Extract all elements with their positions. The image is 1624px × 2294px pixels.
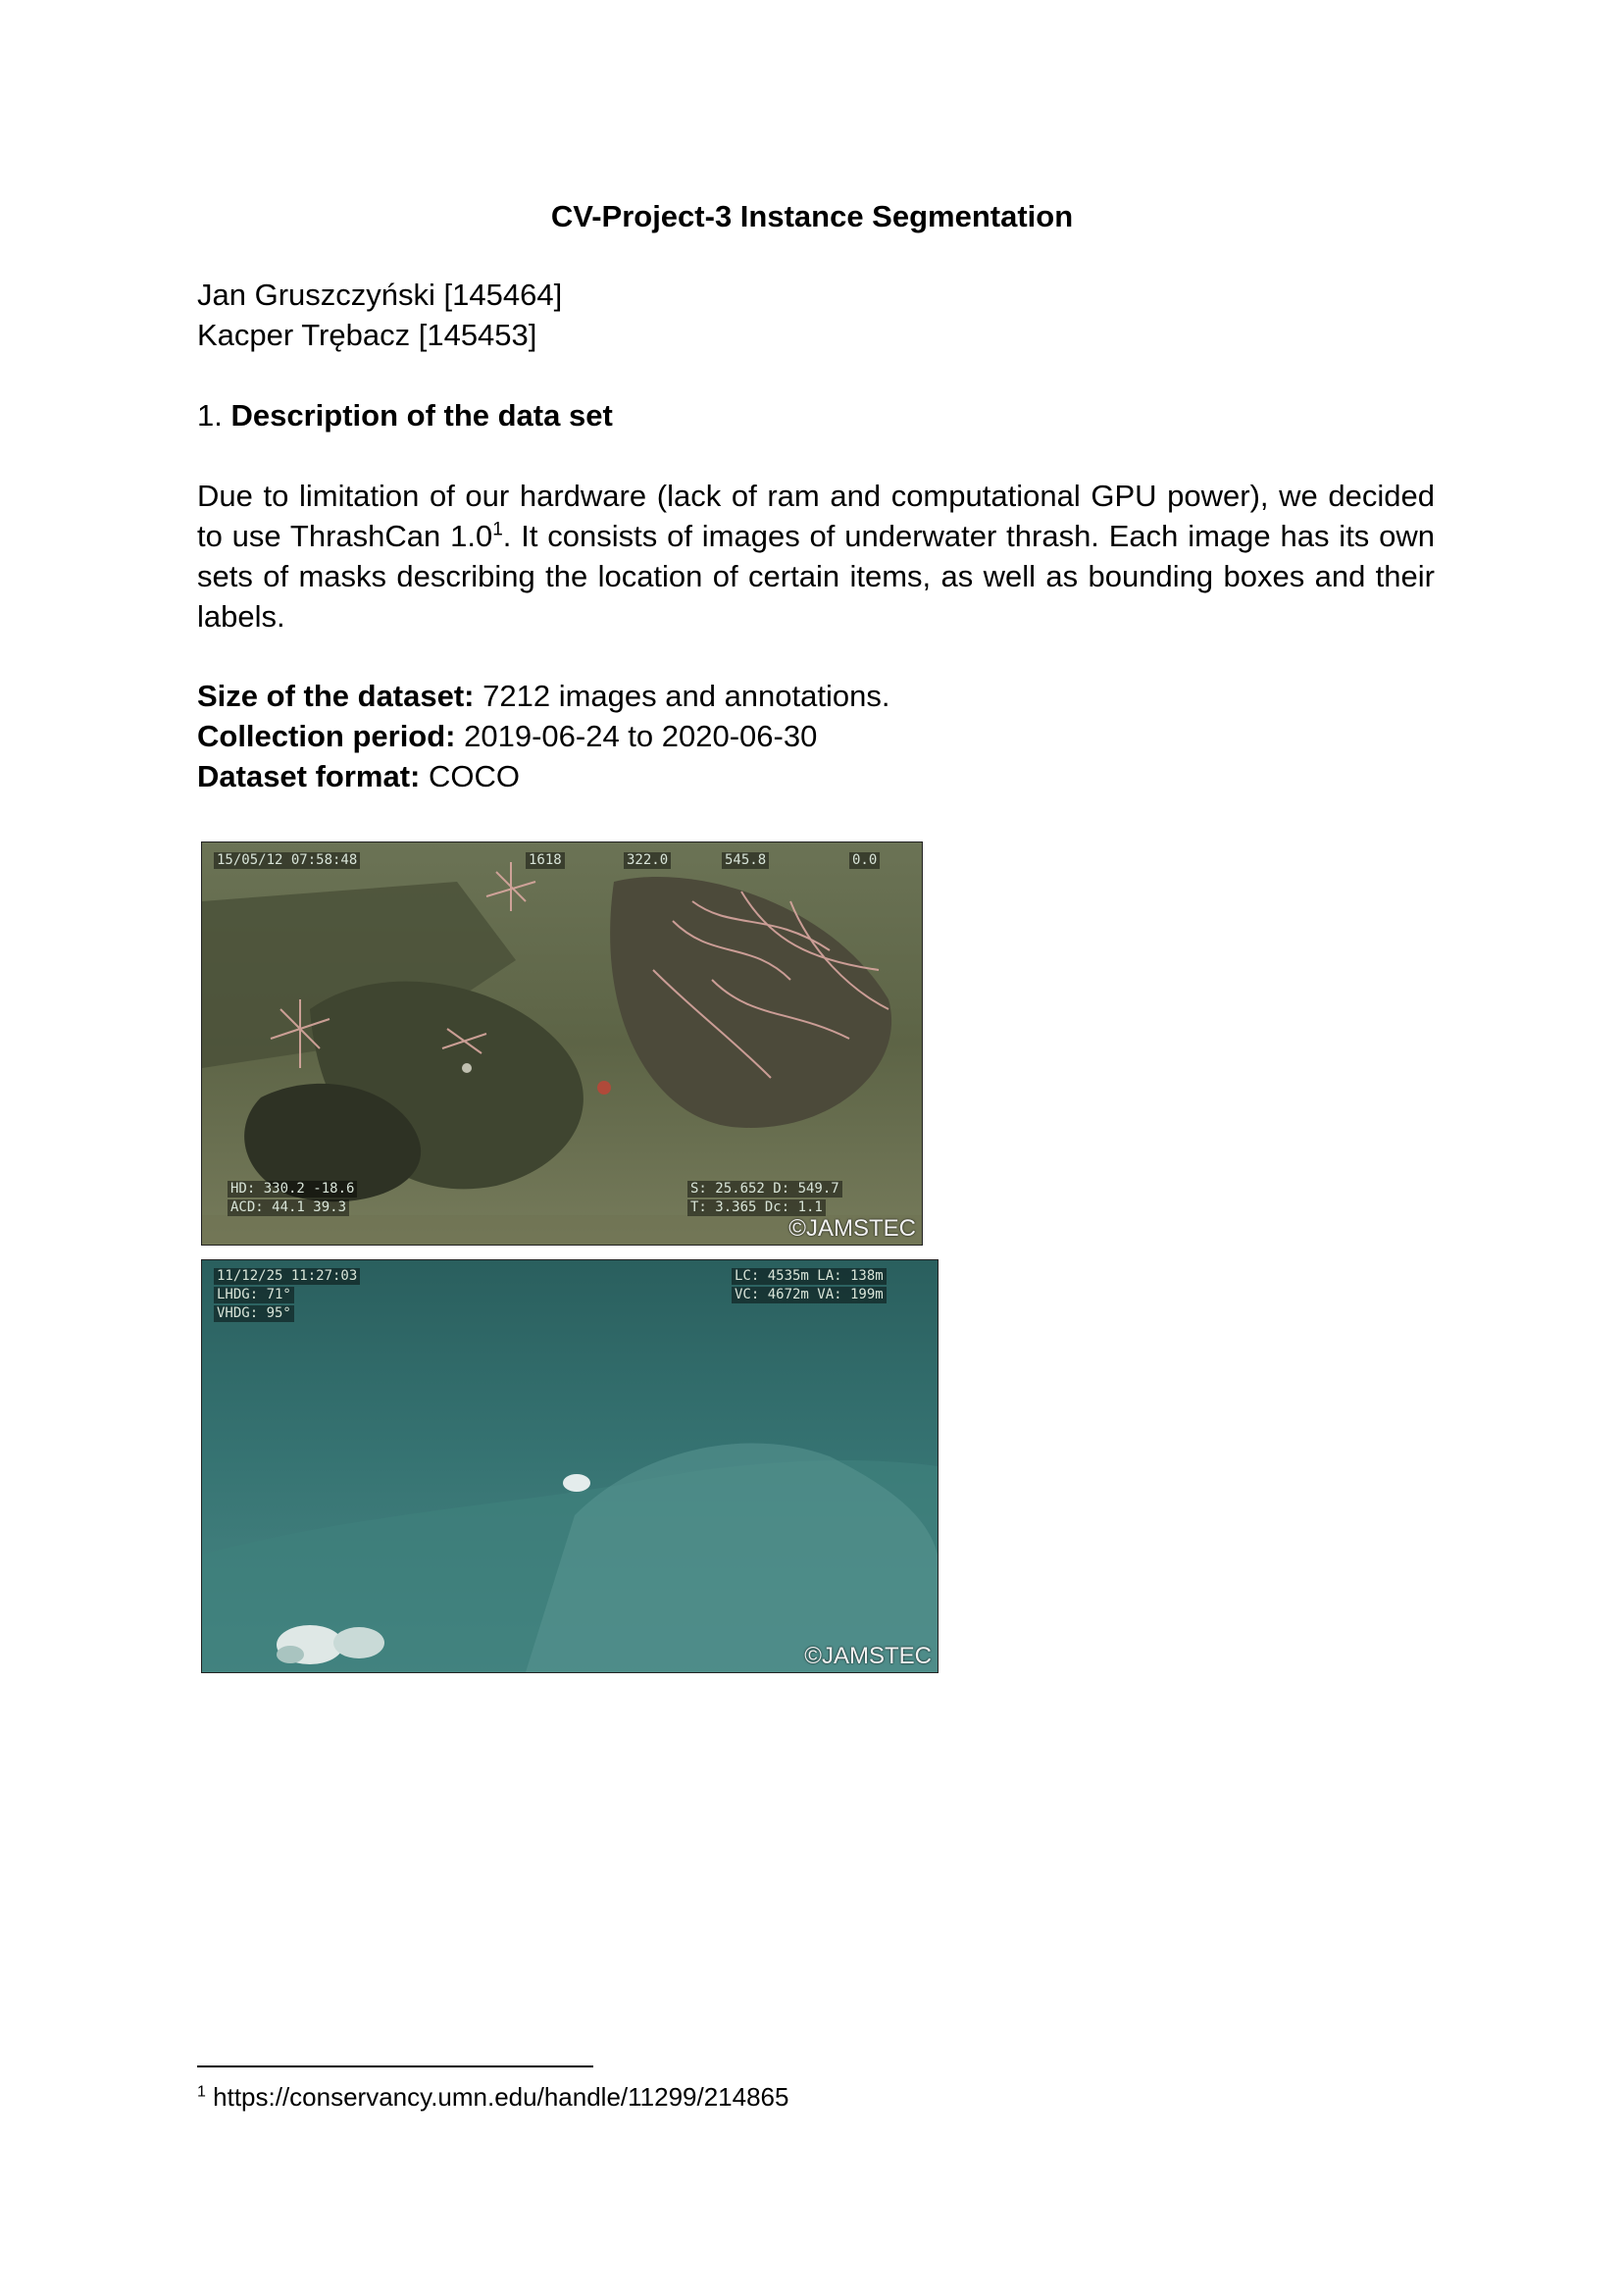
author-1: Jan Gruszczyński [145464]	[197, 278, 563, 312]
osd-field: LHDG: 71°	[214, 1287, 294, 1303]
osd-field: 545.8	[722, 852, 769, 869]
underwater-photo-seafloor-debris	[201, 841, 923, 1246]
underwater-photo-sandy-seafloor	[201, 1259, 939, 1673]
fact-period	[197, 717, 817, 756]
dataset-description	[197, 476, 1435, 637]
osd-field: LC: 4535m LA: 138m	[732, 1268, 887, 1285]
section-title: Description of the data set	[230, 398, 613, 433]
footnote-reference: 1	[492, 519, 503, 540]
osd-field: 322.0	[624, 852, 671, 869]
osd-field: 1618	[526, 852, 565, 869]
description-text-1: Due to limitation of our hardware (lack of ram and computational GPU power), we decided to use ThrashCan 1.0	[197, 479, 1435, 553]
description-text-2: . It consists of images of underwater thrash. Each image has its own sets of masks describing the location of certain items, as well as bounding boxes and their labels.	[197, 519, 1436, 634]
section-heading	[197, 396, 613, 435]
fact-format-value: COCO	[420, 759, 521, 793]
fact-format	[197, 757, 520, 796]
osd-field: S: 25.652 D: 549.7	[687, 1181, 842, 1198]
photo-sandy-seafloor-art	[202, 1260, 938, 1672]
osd-timestamp: 15/05/12 07:58:48	[214, 852, 360, 869]
footnote	[197, 2081, 788, 2113]
osd-field: VHDG: 95°	[214, 1305, 294, 1322]
footnote-mark: 1	[197, 2083, 206, 2101]
fact-period-label: Collection period:	[197, 719, 456, 753]
fact-size-value: 7212 images and annotations.	[474, 679, 890, 713]
footnote-link[interactable]: https://conservancy.umn.edu/handle/11299/214865	[205, 2082, 789, 2112]
section-number: 1.	[197, 398, 223, 433]
fact-period-value: 2019-06-24 to 2020-06-30	[455, 719, 818, 753]
fact-size-label: Size of the dataset:	[197, 679, 475, 713]
osd-field: VC: 4672m VA: 199m	[732, 1287, 887, 1303]
footnote-divider	[197, 2065, 593, 2067]
fact-size	[197, 677, 889, 716]
photo-copyright: ©JAMSTEC	[804, 1643, 932, 1669]
osd-timestamp: 11/12/25 11:27:03	[214, 1268, 360, 1285]
author-2: Kacper Trębacz [145453]	[197, 318, 537, 352]
osd-field: T: 3.365 Dc: 1.1	[687, 1199, 826, 1216]
osd-field: 0.0	[849, 852, 880, 869]
photo-copyright: ©JAMSTEC	[788, 1215, 916, 1242]
document-title: CV-Project-3 Instance Segmentation	[550, 199, 1074, 233]
osd-field: HD: 330.2 -18.6	[228, 1181, 357, 1198]
osd-field: ACD: 44.1 39.3	[228, 1199, 349, 1216]
fact-format-label: Dataset format:	[197, 759, 421, 793]
